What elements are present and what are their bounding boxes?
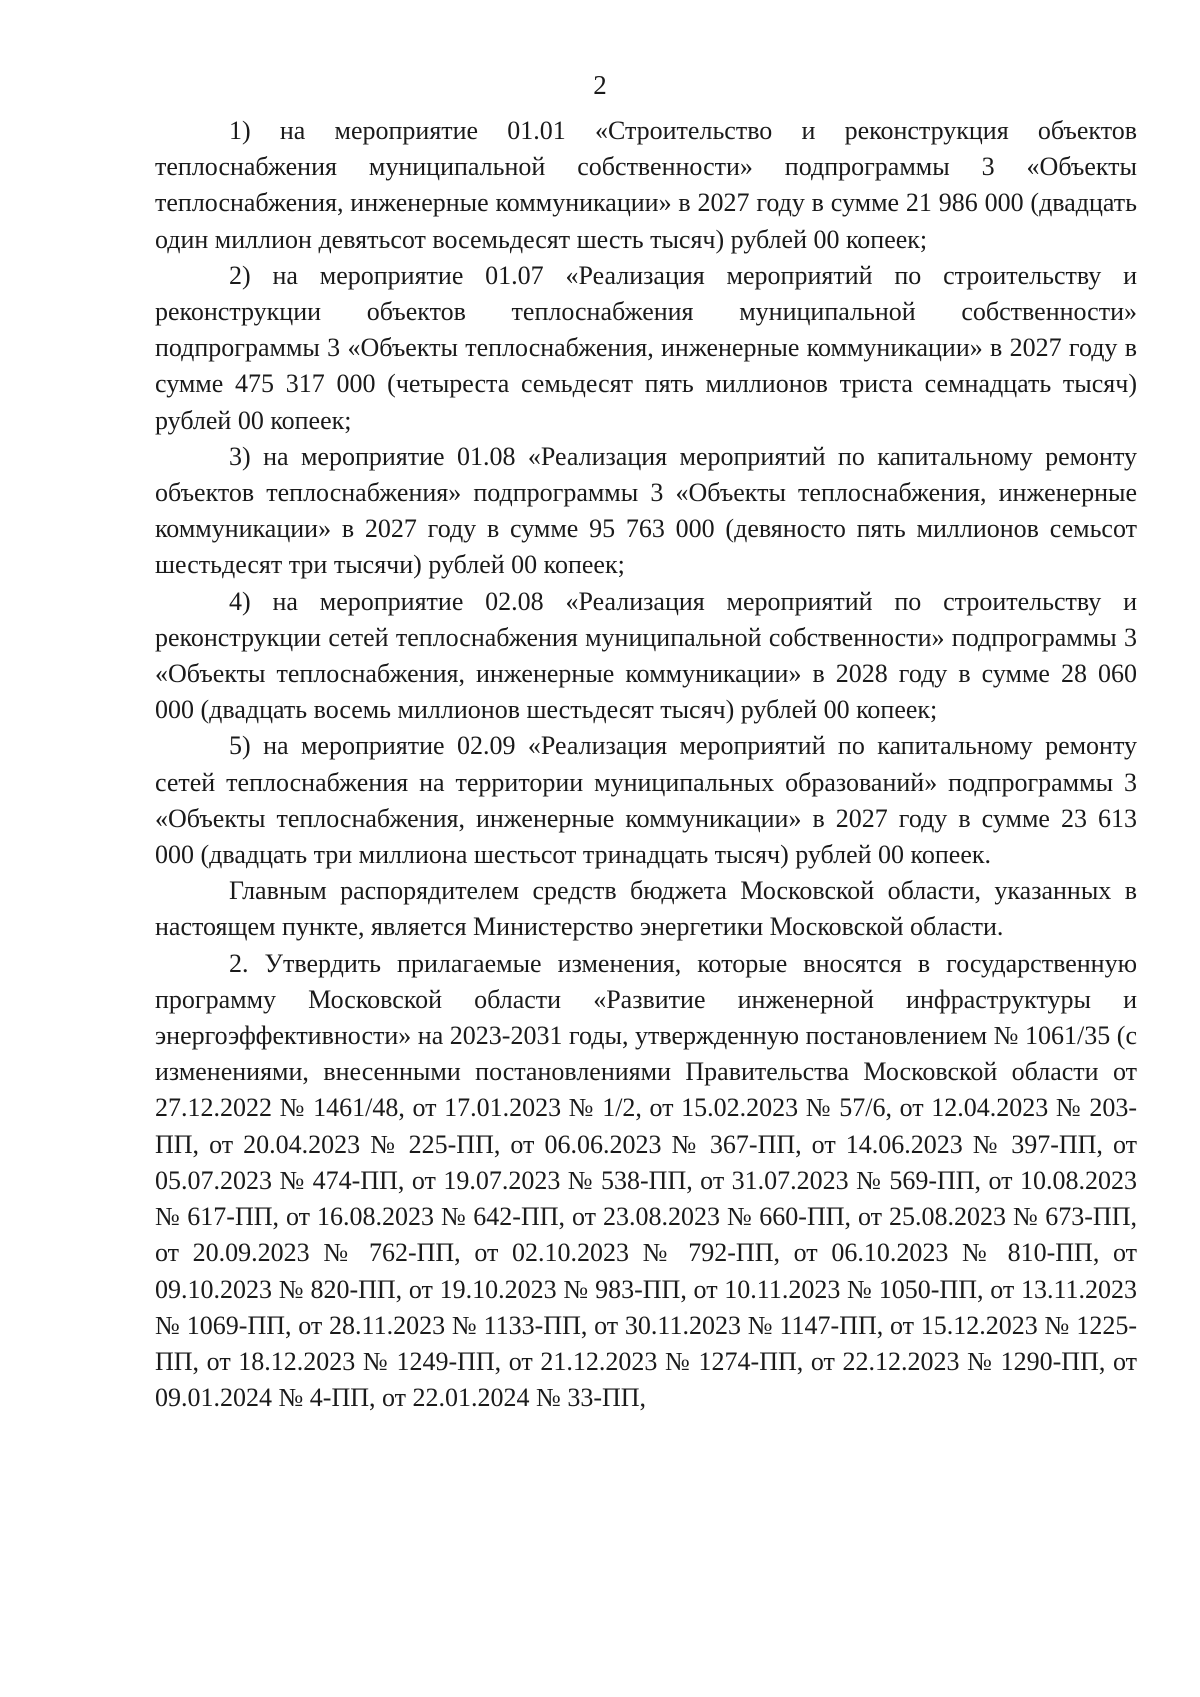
paragraph-item-2: 2) на мероприятие 01.07 «Реализация мероприятий по строительству и реконструкции объектов теплоснабжения муниципальной собственности» подпрограммы 3 «Объекты теплоснабжения, инженерные коммуникации» в 2027 году в сумме 475 317 000 (четыреста семьдесят пять миллионов триста семнадцать тысяч) рублей 00 копеек; (155, 260, 1137, 435)
paragraph-item-1: 1) на мероприятие 01.01 «Строительство и реконструкция объектов теплоснабжения муниципальной собственности» подпрограммы 3 «Объекты теплоснабжения, инженерные коммуникации» в 2027 году в сумме 21 986 000 (двадцать один миллион девятьсот восемьдесят шесть тысяч) рублей 00 копеек; (155, 116, 1137, 254)
paragraph-item-4: 4) на мероприятие 02.08 «Реализация мероприятий по строительству и реконструкции сетей теплоснабжения муниципальной собственности» подпрограммы 3 «Объекты теплоснабжения, инженерные коммуникации» в 2028 году в сумме 28 060 000 (двадцать восемь миллионов шестьдесят тысяч) рублей 00 копеек; (155, 586, 1137, 725)
paragraph-item-3: 3) на мероприятие 01.08 «Реализация мероприятий по капитальному ремонту объектов теплоснабжения» подпрограммы 3 «Объекты теплоснабжения, инженерные коммуникации» в 2027 году в сумме 95 763 000 (девяносто пять миллионов семьсот шестьдесят три тысячи) рублей 00 копеек; (155, 441, 1137, 580)
paragraph-point-2: 2. Утвердить прилагаемые изменения, которые вносятся в государственную программу Московской области «Развитие инженерной инфраструктуры и энергоэффективности» на 2023-2031 годы, утвержденную постановлением № 1061/35 (с изменениями, внесенными постановлениями Правительства Московской области от 27.12.2022 № 1461/48, от 17.01.2023 № 1/2, от 15.02.2023 № 57/6, от 12.04.2023 № 203-ПП, от 20.04.2023 № 225-ПП, от 06.06.2023 № 367-ПП, от 14.06.2023 № 397-ПП, от 05.07.2023 № 474-ПП, от 19.07.2023 № 538-ПП, от 31.07.2023 № 569-ПП, от 10.08.2023 № 617-ПП, от 16.08.2023 № 642-ПП, от 23.08.2023 № 660-ПП, от 25.08.2023 № 673-ПП, от 20.09.2023 № 762-ПП, от 02.10.2023 № 792-ПП, от 06.10.2023 № 810-ПП, от 09.10.2023 № 820-ПП, от 19.10.2023 № 983-ПП, от 10.11.2023 № 1050-ПП, от 13.11.2023 № 1069-ПП, от 28.11.2023 № 1133-ПП, от 30.11.2023 № 1147-ПП, от 15.12.2023 № 1225-ПП, от 18.12.2023 № 1249-ПП, от 21.12.2023 № 1274-ПП, от 22.12.2023 № 1290-ПП, от 09.01.2024 № 4-ПП, от 22.01.2024 № 33-ПП, (155, 948, 1137, 1413)
page-number: 2 (593, 70, 607, 100)
document-body (155, 113, 1137, 1416)
paragraph-budget-manager: Главным распорядителем средств бюджета Московской области, указанных в настоящем пункте, является Министерство энергетики Московской области. (155, 876, 1137, 942)
paragraph-item-5: 5) на мероприятие 02.09 «Реализация мероприятий по капитальному ремонту сетей теплоснабжения на территории муниципальных образований» подпрограммы 3 «Объекты теплоснабжения, инженерные коммуникации» в 2027 году в сумме 23 613 000 (двадцать три миллиона шестьсот тринадцать тысяч) рублей 00 копеек. (155, 731, 1137, 870)
